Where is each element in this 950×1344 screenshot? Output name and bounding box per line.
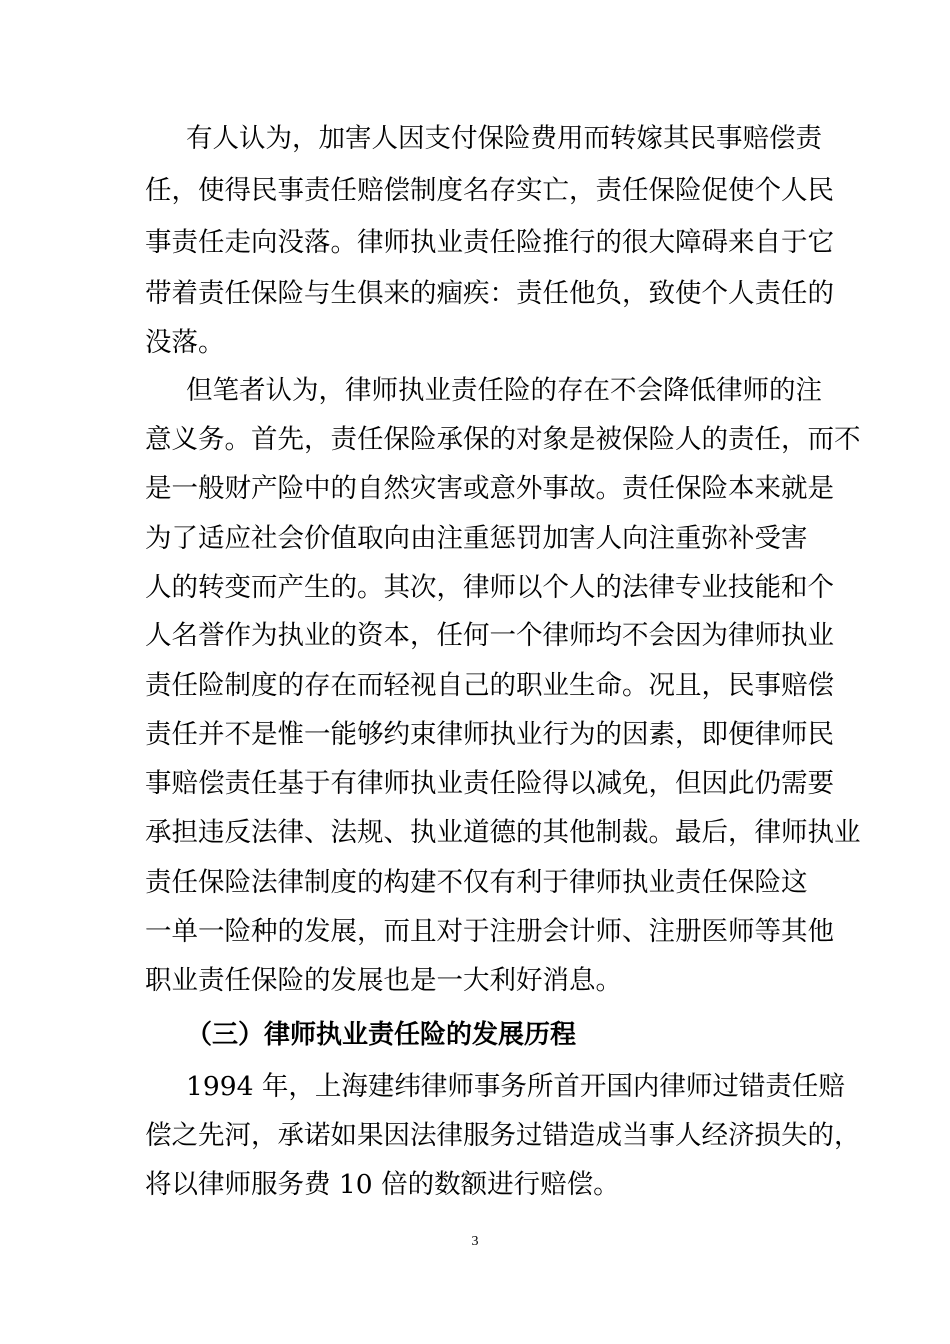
paragraph-line: 职业责任保险的发展也是一大利好消息。 xyxy=(145,965,622,996)
paragraph-line: 任，使得民事责任赔偿制度名存实亡，责任保险促使个人民 xyxy=(145,175,834,206)
paragraph-line: 责任险制度的存在而轻视自己的职业生命。况且，民事赔偿 xyxy=(145,670,834,701)
paragraph-line: 是一般财产险中的自然灾害或意外事故。责任保险本来就是 xyxy=(145,473,834,504)
paragraph-line: 责任保险法律制度的构建不仅有利于律师执业责任保险这 xyxy=(145,867,808,898)
paragraph-line: 事责任走向没落。律师执业责任险推行的很大障碍来自于它 xyxy=(145,227,834,258)
paragraph-line: 责任并不是惟一能够约束律师执业行为的因素，即便律师民 xyxy=(145,719,834,750)
page-number: 3 xyxy=(471,1234,479,1249)
paragraph-line: 1994 年，上海建纬律师事务所首开国内律师过错责任赔 xyxy=(186,1071,845,1102)
section-heading: （三）律师执业责任险的发展历程 xyxy=(186,1020,577,1050)
paragraph-line: 为了适应社会价值取向由注重惩罚加害人向注重弥补受害 xyxy=(145,523,808,554)
paragraph-line: 有人认为，加害人因支付保险费用而转嫁其民事赔偿责 xyxy=(186,123,822,154)
paragraph-line: 承担违反法律、法规、执业道德的其他制裁。最后，律师执业 xyxy=(145,817,861,848)
paragraph-line: 没落。 xyxy=(145,327,225,358)
paragraph-line: 偿之先河，承诺如果因法律服务过错造成当事人经济损失的， xyxy=(145,1120,861,1151)
paragraph-line: 将以律师服务费 10 倍的数额进行赔偿。 xyxy=(145,1169,620,1200)
paragraph-line: 人名誉作为执业的资本，任何一个律师均不会因为律师执业 xyxy=(145,620,834,651)
paragraph-line: 但笔者认为，律师执业责任险的存在不会降低律师的注 xyxy=(186,375,822,406)
paragraph-line: 带着责任保险与生俱来的痼疾：责任他负，致使个人责任的 xyxy=(145,278,834,309)
paragraph-line: 事赔偿责任基于有律师执业责任险得以减免，但因此仍需要 xyxy=(145,768,834,799)
paragraph-line: 一单一险种的发展，而且对于注册会计师、注册医师等其他 xyxy=(145,916,834,947)
paragraph-line: 意义务。首先，责任保险承保的对象是被保险人的责任，而不 xyxy=(145,424,861,455)
paragraph-line: 人的转变而产生的。其次，律师以个人的法律专业技能和个 xyxy=(145,572,834,603)
